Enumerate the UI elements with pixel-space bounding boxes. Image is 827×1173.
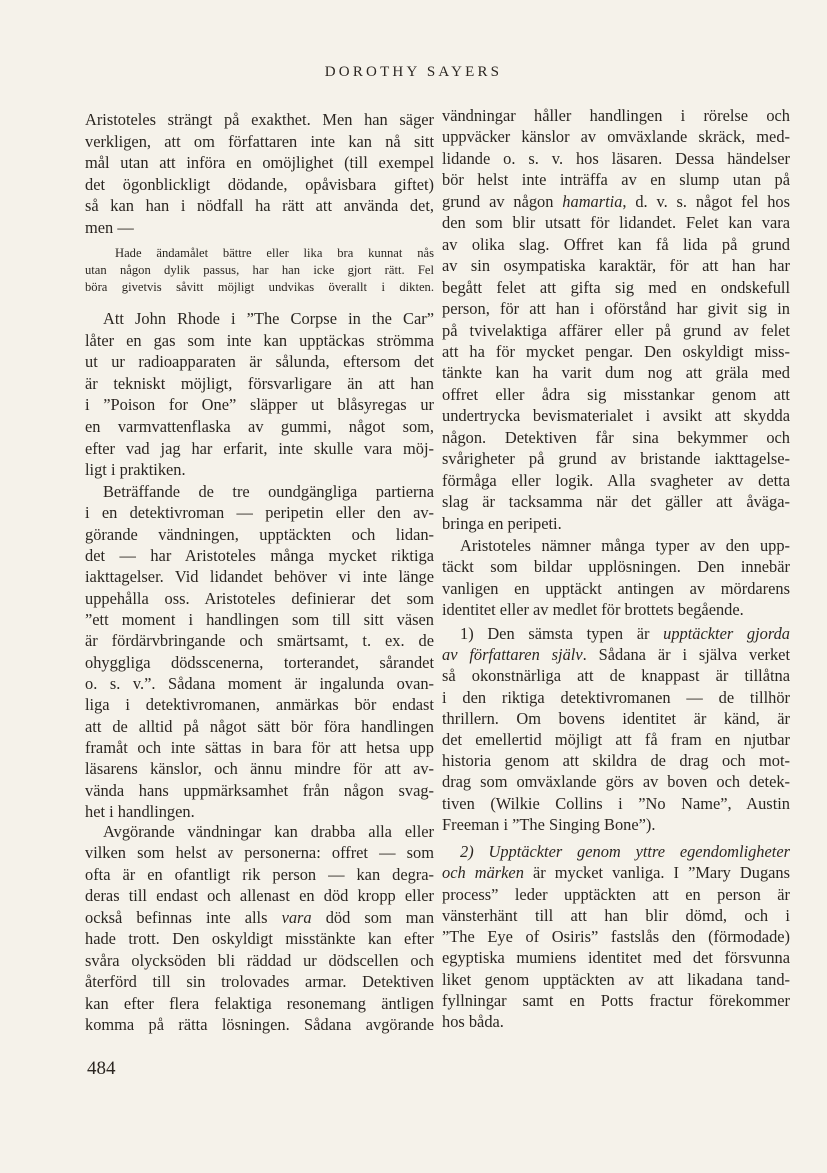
text-line (442, 862, 790, 883)
text-line: lidande o. s. v. hos läsaren. Dessa händelser (442, 148, 790, 168)
text-line: Avgörande vändningar kan drabba alla eller (103, 822, 434, 841)
paragraph (85, 481, 434, 822)
text-line: Aristoteles nämner många typer av den upp- (460, 536, 790, 555)
quoted-passage (85, 245, 434, 296)
page-number: 484 (87, 1058, 116, 1079)
text-line: offret eller ådra sig misstankar genom att (442, 384, 790, 404)
text-line: någon. Detektiven får sina bekymmer och (442, 427, 790, 447)
text-line: i en detektivroman — peripetin eller den av- (85, 503, 434, 523)
text-line (85, 907, 434, 928)
text-line: deras till endast och allenast en död kropp eller (85, 886, 434, 906)
text-line: läsarens känslor, och ännu mindre för att av- (85, 759, 434, 779)
text-line: uppehålla oss. Aristoteles definierar det som (85, 588, 434, 608)
running-head: DOROTHY SAYERS (324, 64, 503, 80)
text-line: verkligen, att om författaren inte kan nå sitt (85, 131, 434, 151)
text-line: begått felet att gifta sig med en ondskefull (442, 277, 790, 297)
italic-text: vara (281, 907, 312, 927)
text-segment: , d. v. s. något fel hos (622, 191, 791, 211)
text-line: iakttagelser. Vid lidandet behöver vi inte länge (85, 567, 434, 587)
text-line: historia genom att skildra de drag och mot- (442, 751, 790, 771)
text-line: av olika slag. Offret kan få lida på grund (442, 234, 790, 254)
text-line: förmåga eller logik. Alla svagheter av detta (442, 470, 790, 490)
text-line: tiven (Wilkie Collins i ”No Name”, Austin (442, 793, 790, 813)
text-line: ohyggliga dödsscenerna, torterandet, sårandet (85, 652, 434, 672)
text-line: återförd till sin trolovades armar. Detektiven (85, 972, 434, 992)
text-line: slag är tacksamma när det gäller att åväga- (442, 492, 790, 512)
text-line: att de alltid på något sätt bör föra handlingen (85, 716, 434, 736)
paragraph (442, 841, 790, 1032)
text-line: det ögonblickligt dödande, opåvisbara giftet) (85, 174, 434, 194)
text-line: att ha för mycket pengar. Den oskyldigt miss- (442, 341, 790, 361)
text-line: den som blir utsatt för lidandet. Felet kan vara (442, 213, 790, 233)
text-line: ofta är en ofantligt rik person — kan degra- (85, 864, 434, 884)
text-line: ligt i praktiken. (85, 460, 186, 480)
text-line: drag som omväxlande görs av boven och detek- (442, 772, 790, 792)
paragraph (85, 109, 434, 239)
italic-text: av författaren själv (442, 645, 583, 665)
text-line: Hade ändamålet bättre eller lika bra kunnat nås (115, 246, 434, 260)
paragraph (442, 623, 790, 835)
text-segment: 1) Den sämsta typen är (460, 624, 664, 643)
text-line: görande vändningen, upptäckten och lidan- (85, 524, 434, 544)
text-line: hade trott. Den oskyldigt misstänkte kan efter (85, 929, 434, 949)
text-line: ut ur radioapparaten är sålunda, eftersom det (85, 352, 434, 372)
text-line: så okonstnärliga att de knappast är tillåtna (442, 666, 790, 686)
italic-text: hamartia (562, 191, 623, 211)
paragraph (442, 535, 790, 621)
text-line (442, 191, 790, 212)
text-segment: är mycket vanliga. I ”Mary Dugans (523, 863, 791, 883)
text-line: fyllningar samt en Potts fractur förekommer (442, 990, 790, 1010)
text-line: person, för att han i oförstånd har givit sig in (442, 299, 790, 319)
text-line: identitet eller av medlet för brottets begående. (442, 600, 744, 620)
text-line: Beträffande de tre oundgängliga partierna (103, 482, 434, 501)
text-segment: grund av någon (442, 191, 563, 211)
text-line: kan efter flera felaktiga resonemang äntligen (85, 993, 434, 1013)
text-segment: också befinnas inte alls (85, 907, 282, 927)
text-line: vändningar håller handlingen i rörelse och (442, 106, 790, 125)
text-line: tänkte kan ha varit dum nog att gräla med (442, 363, 790, 383)
italic-text: 2) Upptäckter genom yttre egendomligheter (460, 842, 790, 861)
text-line: liga i detektivromanen, anmärkas bör endast (85, 695, 434, 715)
paragraph (442, 105, 790, 534)
text-line: men — (85, 217, 134, 237)
text-line: ”The Eye of Osiris” fastslås den (förmodade) (442, 927, 790, 946)
text-line: framåt och inte sättas in bara för att hetsa upp (85, 737, 434, 757)
text-line: liket genom upptäckten av att likadana tand- (442, 969, 790, 989)
text-line: vilken som helst av personerna: offret — som (85, 843, 434, 863)
text-line: en varmvattenflaska av gummi, något som, (85, 416, 434, 436)
paragraph (85, 308, 434, 481)
text-line: undertrycka bevismaterialet i avsikt att skydda (442, 406, 790, 426)
text-line: efter vad jag har erfarit, inte skulle vara möj- (85, 438, 434, 458)
text-line: mål utan att införa en omöjlighet (till exempel (85, 153, 434, 173)
text-line: Freeman i ”The Singing Bone”). (442, 814, 656, 834)
paragraph (85, 821, 434, 1036)
text-line: het i handlingen. (85, 801, 195, 821)
text-line: svåra olycksöden bli räddad ur dödscellen och (85, 950, 434, 970)
text-line: ”ett moment i handlingen som till sitt väsen (85, 609, 434, 629)
text-line: låter en gas som inte kan upptäckas strömma (85, 330, 434, 350)
text-line (442, 841, 790, 862)
text-segment: död som man (311, 907, 435, 927)
text-line: det — har Aristoteles många mycket riktiga (85, 545, 434, 565)
text-line: bringa en peripeti. (442, 513, 562, 533)
text-line (442, 623, 790, 644)
text-line: process” leder upptäckten att en person är (442, 884, 790, 904)
text-line: i den riktiga detektivromanen — de tillhör (442, 687, 790, 707)
text-line: det emellertid möjligt att få fram en njutbar (442, 730, 790, 750)
text-line: är fördärvbringande och smärtsamt, t. ex. de (85, 631, 434, 651)
text-line: egyptiska mumiens identitet med det försvunna (442, 948, 790, 968)
text-line: böra givetvis såvitt möjligt undvikas överallt i dikten. (85, 280, 434, 294)
text-line: komma på rätta lösningen. Sådana avgörande (85, 1015, 434, 1035)
text-line: i ”Poison for One” släpper ut blåsyregas ur (85, 395, 434, 415)
italic-text: och märken (442, 863, 524, 883)
text-line: vända hans uppmärksamhet från någon svag- (85, 780, 434, 800)
text-line: thrillern. Om bovens identitet är känd, är (442, 708, 790, 728)
text-segment: . Sådana är i själva verket (582, 645, 791, 665)
text-line: hos båda. (442, 1012, 504, 1031)
text-line: vänsterhänt till att han blir dömd, och i (442, 905, 790, 925)
text-line: Aristoteles strängt på exakthet. Men han säger (85, 110, 434, 129)
text-line: uppväcker känslor av omväxlande skräck, med- (442, 127, 790, 147)
text-line: är tekniskt möjligt, försvarligare än att han (85, 373, 434, 393)
italic-text: upptäckter gjorda (663, 624, 791, 643)
text-line: av sin osympatiska karaktär, för att han har (442, 256, 790, 276)
text-line: på tvivelaktiga affärer eller på grund av felet (442, 320, 790, 340)
text-line: Att John Rhode i ”The Corpse in the Car” (103, 309, 434, 328)
text-line: svårigheter på grund av bristande iakttagelse- (442, 449, 790, 469)
text-line: så kan han i nödfall ha rätt att använda det, (85, 196, 434, 216)
text-line: bör helst inte inträffa av en slump utan på (442, 170, 790, 190)
text-line (442, 644, 790, 665)
text-line: o. s. v.”. Sådana moment är ingalunda ovan- (85, 673, 434, 693)
text-line: täckt som bildar upplösningen. Den innebär (442, 557, 790, 577)
text-line: vanligen en upptäckt antingen av mördarens (442, 578, 790, 598)
text-line: utan någon dylik passus, har han icke gjort rätt. Fel (85, 263, 434, 277)
